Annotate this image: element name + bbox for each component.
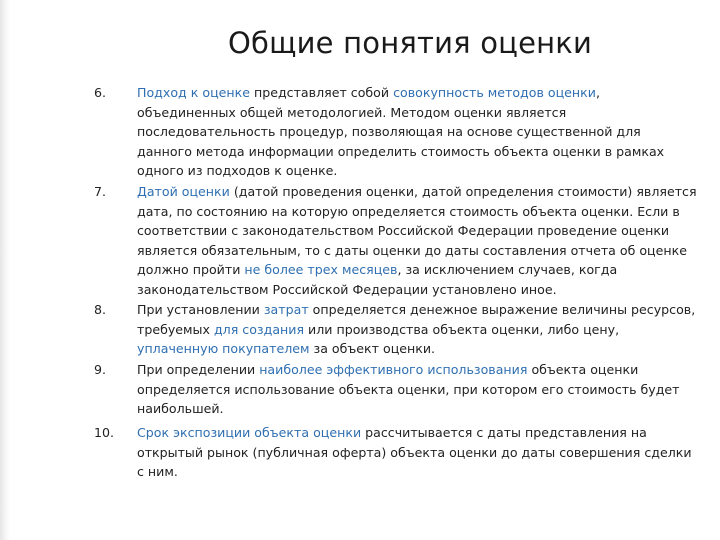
text-line (137, 339, 697, 359)
highlighted-term: уплаченную покупателем (137, 341, 310, 356)
text-segment: объекта оценки (527, 362, 639, 377)
text-line (137, 360, 697, 380)
text-line (137, 122, 697, 142)
item-number: 6. (94, 85, 107, 100)
text-line (137, 443, 697, 463)
left-edge-shadow (0, 0, 10, 540)
highlighted-term: наиболее эффективного использования (259, 362, 528, 377)
text-line (137, 399, 697, 419)
text-line (137, 241, 697, 261)
item-text (137, 360, 697, 419)
text-segment: представляет собой (249, 85, 394, 100)
text-line (137, 142, 697, 162)
highlighted-term: Подход к оценке (137, 85, 250, 100)
text-segment: открытый рынок (публичная оферта) объекта оценки до даты совершения сделки (137, 444, 692, 460)
text-segment: законодательством Российской Федерации установлено иное. (137, 281, 557, 297)
text-segment: или производства объекта оценки, либо цену, (304, 321, 620, 337)
text-segment: наибольшей. (137, 401, 224, 416)
text-line (137, 300, 697, 320)
text-line (137, 221, 697, 241)
item-number: 7. (94, 184, 107, 199)
text-line (137, 380, 697, 400)
text-segment: данного метода информации определить стоимость объекта оценки в рамках (137, 143, 665, 159)
text-line (137, 260, 697, 280)
highlighted-term: затрат (263, 302, 309, 317)
text-segment: дата, по состоянию на которую определяется стоимость объекта оценки. Если в (137, 203, 680, 219)
item-number: 9. (94, 362, 107, 377)
highlighted-term: совокупность методов оценки (393, 85, 596, 100)
text-line (137, 161, 697, 181)
text-segment: При установлении (137, 302, 264, 317)
text-segment: последовательность процедур, позволяющая на основе существенной для (137, 124, 641, 139)
item-text (137, 300, 697, 359)
item-text (137, 182, 697, 299)
slide-title: Общие понятия оценки (227, 26, 593, 60)
text-line (137, 103, 697, 123)
item-number: 10. (94, 425, 115, 440)
text-segment: должно пройти (137, 262, 245, 277)
text-line (137, 182, 697, 202)
text-segment: (датой проведения оценки, датой определения стоимости) является (229, 184, 697, 199)
highlighted-term: Срок экспозиции объекта оценки (137, 425, 362, 440)
text-segment: , за исключением случаев, когда (397, 262, 618, 277)
text-line (137, 83, 697, 103)
text-segment: рассчитывается с даты представления на (361, 425, 647, 440)
text-segment: При определении (137, 362, 260, 377)
text-segment: за объект оценки. (309, 341, 436, 356)
item-number: 8. (94, 302, 107, 317)
text-line (137, 423, 697, 443)
text-line (137, 280, 697, 300)
text-segment: является обязательным, то с даты оценки до даты составления отчета об оценке (137, 242, 687, 258)
text-segment: определяется денежное выражение величины ресурсов, (308, 302, 696, 317)
item-text (137, 423, 697, 482)
highlighted-term: Датой оценки (137, 184, 230, 199)
text-segment: требуемых (137, 321, 214, 337)
text-line (137, 462, 697, 482)
text-line (137, 320, 697, 340)
text-line (137, 202, 697, 222)
text-segment: , (595, 85, 600, 100)
text-segment: соответствии с законодательством Российской Федерации проведение оценки (137, 223, 670, 238)
highlighted-term: не более трех месяцев (244, 262, 398, 277)
item-text (137, 83, 697, 181)
text-segment: объединенных общей методологией. Методом оценки является (137, 104, 567, 120)
text-segment: одного из подходов к оценке. (137, 163, 338, 178)
text-segment: с ним. (137, 464, 178, 479)
text-segment: определяется использование объекта оценки, при котором его стоимость будет (137, 381, 680, 397)
highlighted-term: для создания (213, 321, 305, 337)
